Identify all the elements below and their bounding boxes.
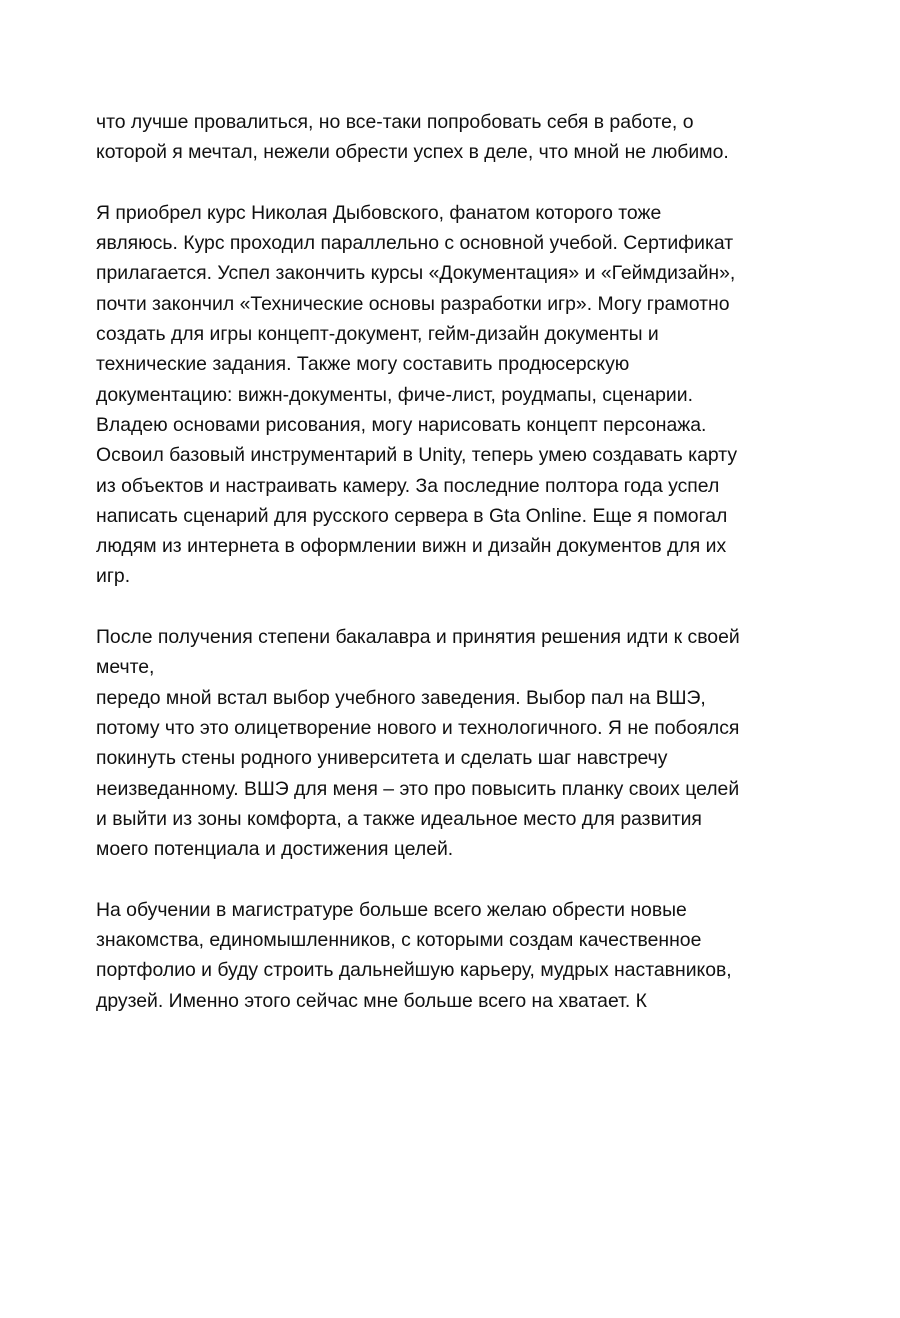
paragraph-3: После получения степени бакалавра и принятия решения идти к своей мечте, передо мной встал выбор учебного заведения. Выбор пал на ВШЭ, потому что это олицетворение нового и технологичного. Я не побоялся покинуть стены родного университета и сделать шаг навстречу неизведанному. ВШЭ для меня – это про повысить планку своих целей и выйти из зоны комфорта, а также идеальное место для развития моего потенциала и достижения целей. <box>96 626 740 861</box>
paragraph-spacer <box>96 592 816 622</box>
paragraph-2: Я приобрел курс Николая Дыбовского, фанатом которого тоже являюсь. Курс проходил параллельно с основной учебой. Сертификат прилагается. Успел закончить курсы «Документация» и «Геймдизайн», почти закончил «Технические основы разработки игр». Могу грамотно создать для игры концепт-документ, гейм-дизайн документы и технические задания. Также могу составить продюсерскую документацию: вижн-документы, фиче-лист, роудмапы, сценарии. Владею основами рисования, могу нарисовать концепт персонажа. Освоил базовый инструментарий в Unity, теперь умею создавать карту из объектов и настраивать камеру. За последние полтора года успел написать сценарий для русского сервера в Gta Online. Еще я помогал людям из интернета в оформлении вижн и дизайн документов для их игр. <box>96 201 738 588</box>
paragraph-spacer <box>96 864 816 894</box>
paragraph-4: На обучении в магистратуре больше всего желаю обрести новые знакомства, единомышленников, с которыми создам качественное портфолио и буду строить дальнейшую карьеру, мудрых наставников, друзей. Именно этого сейчас мне больше всего на хватает. К <box>96 898 732 1012</box>
document-body <box>96 107 816 1016</box>
paragraph-spacer <box>96 168 816 198</box>
paragraph-1: что лучше провалиться, но все-таки попробовать себя в работе, о которой я мечтал, нежели обрести успех в деле, что мной не любимо. <box>96 111 729 164</box>
